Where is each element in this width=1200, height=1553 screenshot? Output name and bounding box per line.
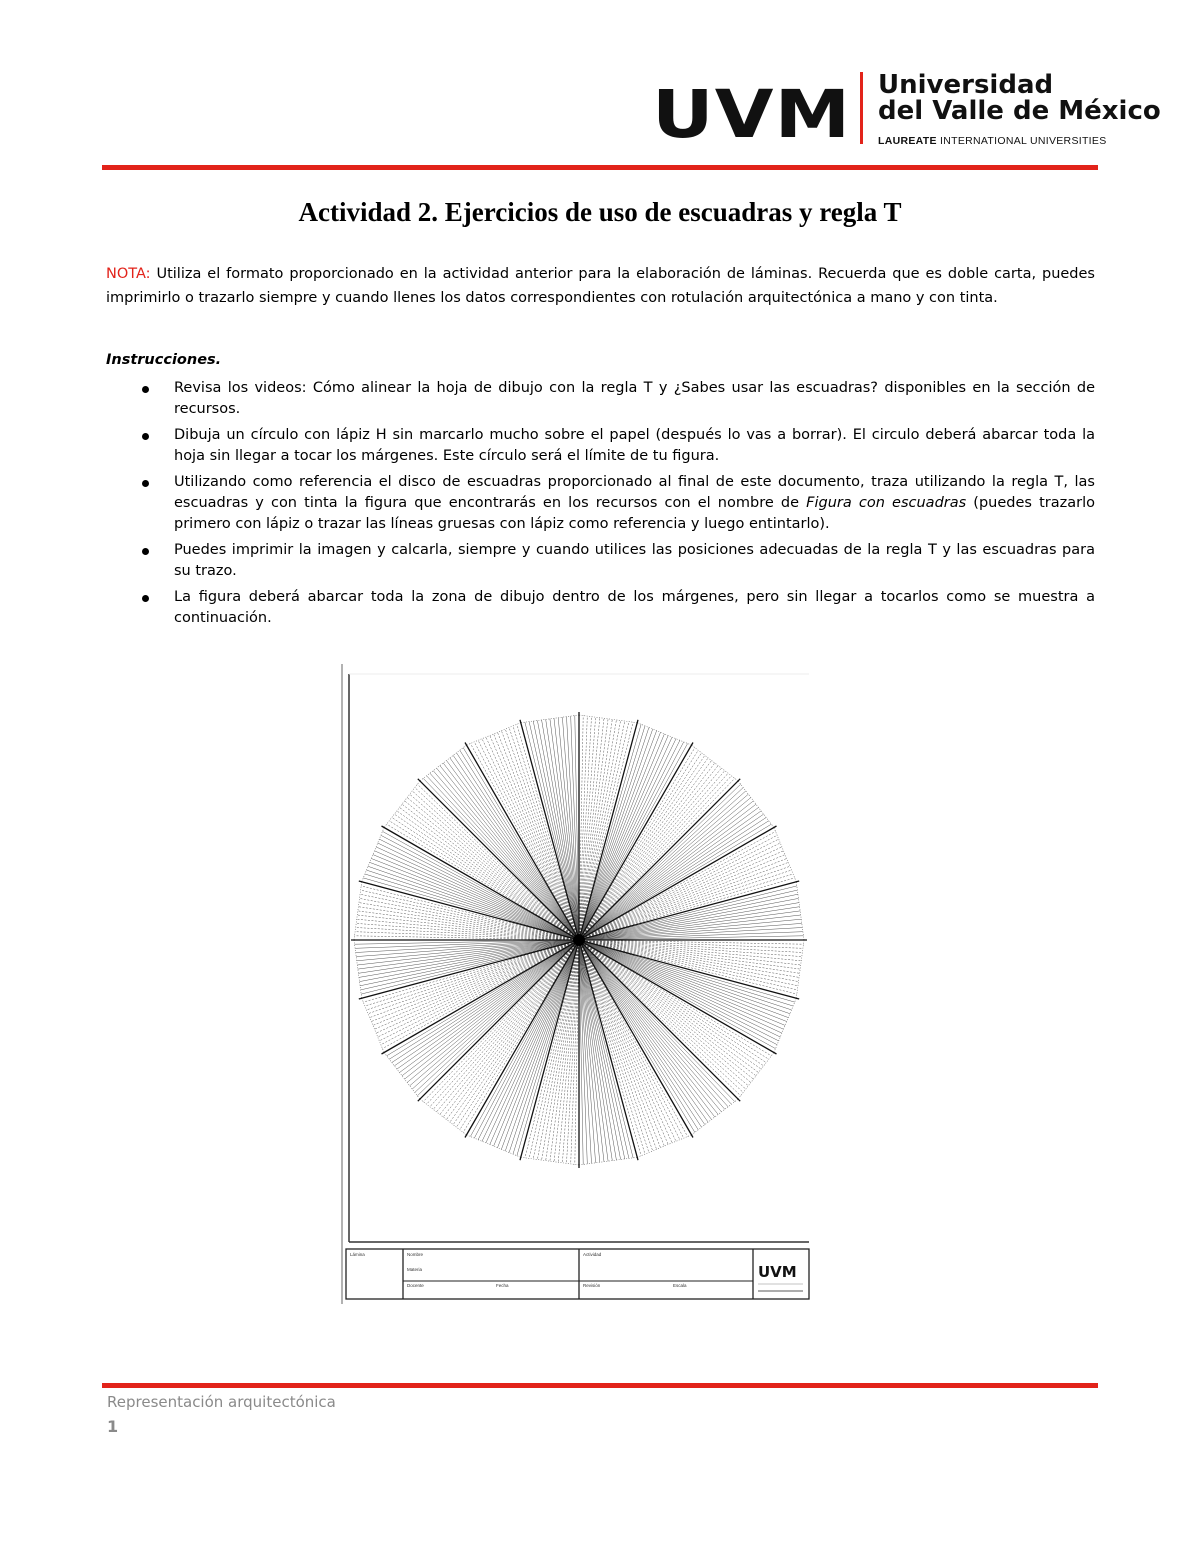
hatch-line	[579, 940, 779, 1041]
tb-nombre: Nombre	[407, 1252, 424, 1257]
header-rule	[102, 165, 1098, 170]
list-item	[174, 587, 1095, 629]
hatch-line	[371, 940, 579, 1022]
list-item-text-after: (puedes trazarlo primero con lápiz o trazar las líneas gruesas con lápiz como referencia y luego entintarlo).	[174, 495, 1095, 532]
spoke-line	[579, 779, 740, 940]
hatch-line	[405, 940, 579, 1079]
list-item	[174, 378, 1095, 420]
sector-edge	[637, 1135, 691, 1157]
figure-name-emphasis: Figura con escuadras	[806, 495, 967, 511]
hatch-line	[579, 716, 587, 940]
hatch-line	[498, 732, 580, 940]
list-item	[174, 425, 1095, 467]
bullet-icon	[142, 433, 149, 440]
uvm-logo-mark: UVM	[652, 76, 852, 153]
sector-edge	[420, 1099, 467, 1135]
spoke-line	[418, 940, 579, 1101]
tb-fecha: Fecha	[496, 1283, 509, 1288]
hatch-line	[355, 932, 579, 940]
uvm-logo	[652, 70, 1161, 153]
spoke-line	[579, 940, 777, 1054]
hatch-line	[440, 766, 579, 940]
spoke-line	[465, 940, 579, 1138]
tb-escala: Escala	[673, 1283, 687, 1288]
spoke-line	[418, 779, 579, 940]
drawing-sheet-figure	[341, 664, 811, 1304]
list-item	[174, 472, 1095, 535]
tb-materia: Materia	[407, 1267, 423, 1272]
hatch-line	[509, 940, 579, 1153]
footer-course: Representación arquitectónica	[107, 1393, 336, 1411]
spoke-line	[382, 826, 580, 940]
page-title: Actividad 2. Ejercicios de uso de escuadras y regla T	[298, 197, 902, 227]
list-item	[174, 540, 1095, 582]
tb-actividad: Actividad	[583, 1252, 602, 1257]
sector-edge	[384, 1053, 420, 1100]
hatch-line	[367, 870, 580, 940]
tb-docente: Docente	[407, 1283, 424, 1288]
list-item-text: La figura deberá abarcar toda la zona de dibujo dentro de los márgenes, pero sin llegar a tocarlos como se muestra a continuación.	[174, 589, 1095, 626]
spoke-line	[579, 940, 740, 1101]
list-item-text: Puedes imprimir la imagen y calcarla, siempre y cuando utilices las posiciones adecuadas de la regla T y las escuadras para su trazo.	[174, 542, 1095, 579]
sector-edge	[738, 1053, 774, 1100]
hatch-line	[509, 728, 579, 941]
hatch-line	[579, 940, 803, 948]
university-name-line2: del Valle de México	[878, 96, 1161, 126]
hatch-line	[415, 940, 579, 1092]
footer-rule	[102, 1383, 1098, 1388]
tb-logo: UVM	[758, 1263, 797, 1281]
instructions-heading: Instrucciones.	[106, 352, 222, 368]
list-item-text: Dibuja un círculo con lápiz H sin marcarlo mucho sobre el papel (después lo vas a borrar). El circulo deberá abarcar toda la hoja sin llegar a tocar los márgenes. Este círculo será el límite de tu figura.	[174, 427, 1095, 464]
sector-edge	[796, 940, 804, 998]
nota-text: Utiliza el formato proporcionado en la actividad anterior para la elaboración de láminas. Recuerda que es doble carta, puedes imprimirlo o trazarlo siempre y cuando llenes los datos correspondientes con rotulación arquitectónica a mano y con tinta.	[106, 266, 1095, 306]
hatch-line	[579, 940, 792, 1010]
sector-edge	[362, 998, 384, 1052]
hatch-line	[579, 788, 743, 940]
hatch-line	[379, 839, 579, 940]
title-block	[346, 1249, 809, 1299]
sector-edge	[467, 723, 521, 745]
list-item-text: Revisa los videos: Cómo alinear la hoja de dibujo con la regla T y ¿Sabes usar las escuadras? disponibles en la sección de recursos.	[174, 380, 1095, 417]
escuadras-disc	[351, 712, 807, 1168]
nota-label: NOTA:	[106, 266, 151, 282]
hatch-line	[579, 870, 792, 940]
tb-lamina: Lámina	[350, 1252, 365, 1257]
sector-edge	[384, 781, 420, 828]
sector-edge	[354, 882, 362, 940]
hatch-line	[579, 740, 680, 940]
university-name	[878, 72, 1161, 124]
bullet-icon	[142, 480, 149, 487]
hatch-line	[579, 801, 753, 940]
bullet-icon	[142, 386, 149, 393]
hatch-line	[579, 728, 649, 941]
hatch-line	[579, 940, 731, 1104]
laureate-bold: LAUREATE	[878, 135, 937, 147]
hatch-line	[579, 940, 718, 1114]
instructions-list	[174, 378, 1095, 634]
laureate-rest: INTERNATIONAL UNIVERSITIES	[936, 135, 1107, 147]
list-item-text-before: Utilizando como referencia el disco de escuadras proporcionado al final de este documento, traza utilizando la regla T, las escuadras y con tinta la figura que encontrarás en los recursos con el nombre de	[174, 474, 1095, 511]
tb-revision: Revisión	[583, 1283, 601, 1288]
logo-divider	[860, 72, 863, 144]
sector-edge	[521, 1157, 579, 1165]
spoke-line	[579, 743, 693, 941]
sector-edge	[579, 715, 637, 723]
footer-page-number: 1	[107, 1417, 119, 1436]
hatch-line	[579, 940, 649, 1153]
sector-edge	[774, 828, 796, 882]
hatch-line	[579, 940, 661, 1148]
hatch-line	[571, 940, 579, 1164]
drawing-sheet-svg	[341, 664, 811, 1304]
university-name-line1: Universidad	[878, 70, 1054, 100]
hatch-line	[427, 776, 579, 940]
nota-paragraph	[106, 262, 1095, 310]
laureate-network	[878, 135, 1107, 147]
bullet-icon	[142, 548, 149, 555]
center-point	[573, 934, 585, 946]
bullet-icon	[142, 595, 149, 602]
hatch-line	[478, 940, 579, 1140]
hatch-line	[367, 940, 580, 1010]
hatch-line	[579, 859, 787, 941]
